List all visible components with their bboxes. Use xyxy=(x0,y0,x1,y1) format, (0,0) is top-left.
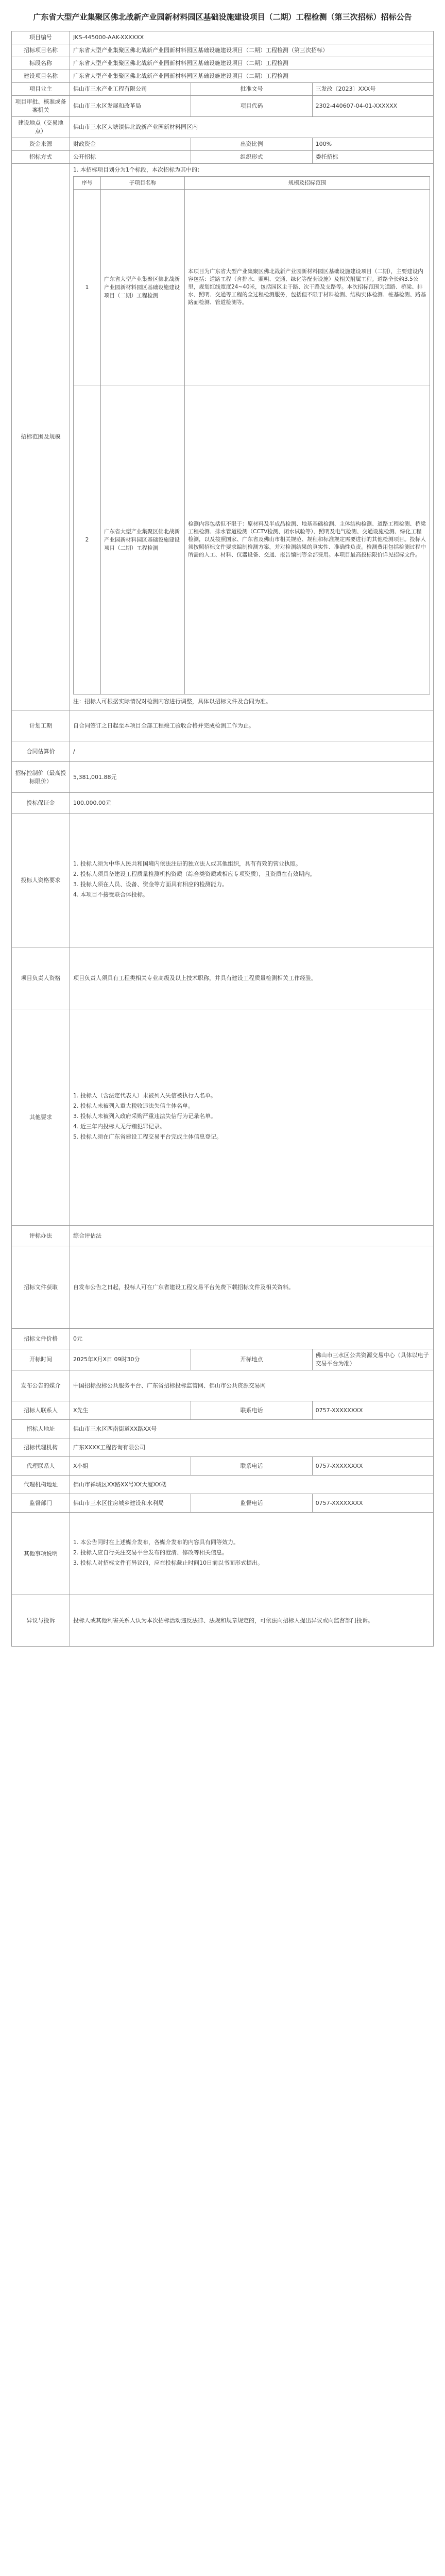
value-complaint: 投标人或其他利害关系人认为本次招标活动违反法律、法规和规章规定的，可依法向招标人提出异议或向监督部门投诉。 xyxy=(70,1595,434,1647)
value-open-place: 佛山市三水区公共资源交易中心（具体以电子交易平台为准） xyxy=(312,1349,433,1370)
label-project-name: 招标项目名称 xyxy=(12,44,70,57)
label-other: 其他要求 xyxy=(12,1009,70,1226)
label-section-name: 标段名称 xyxy=(12,57,70,70)
scope-note: 注：招标人可根据实际情况对检测内容进行调整，具体以招标文件及合同为准。 xyxy=(73,698,271,705)
value-tender-phone: 0757-XXXXXXXX xyxy=(312,1401,433,1420)
notes-item: 3. 投标人对招标文件有异议的，应在投标截止时间10日前以书面形式提出。 xyxy=(73,1559,263,1566)
table-row xyxy=(74,385,430,694)
value-doc-price: 0元 xyxy=(70,1329,434,1349)
scope-cell xyxy=(70,164,434,710)
label-limit: 招标控制价（最高投标限价） xyxy=(12,762,70,793)
value-location: 佛山市三水区大塘镇佛北战新产业园新材料园区内 xyxy=(70,117,434,138)
value-project-name: 广东省大型产业集聚区佛北战新产业园新材料园区基础设施建设项目（二期）工程检测（第三次招标） xyxy=(70,44,434,57)
value-tender-addr: 佛山市三水区西南街道XX路XX号 xyxy=(70,1420,434,1438)
qual-item: 3. 投标人须在人员、设备、资金等方面具有相应的检测能力。 xyxy=(73,880,228,888)
label-media: 发布公告的媒介 xyxy=(12,1370,70,1401)
label-tender-addr: 招标人地址 xyxy=(12,1420,70,1438)
label-agency: 项目审批、核准或备案机关 xyxy=(12,96,70,117)
label-doc-get: 招标文件获取 xyxy=(12,1246,70,1329)
label-fund: 资金来源 xyxy=(12,138,70,151)
scope-row-name: 广东省大型产业集聚区佛北战新产业园新材料园区基础设施建设项目（二期）工程检测 xyxy=(101,190,185,385)
label-construction-name: 建设项目名称 xyxy=(12,70,70,83)
value-media: 中国招标投标公共服务平台、广东省招标投标监管网、佛山市公共资源交易网 xyxy=(70,1370,434,1401)
scope-row-name: 广东省大型产业集聚区佛北战新产业园新材料园区基础设施建设项目（二期）工程检测 xyxy=(101,385,185,694)
value-doc: 三发改〔2023〕XXX号 xyxy=(312,83,433,96)
label-complaint: 异议与投诉 xyxy=(12,1595,70,1647)
value-tender-contact: X先生 xyxy=(70,1401,191,1420)
value-super-phone: 0757-XXXXXXXX xyxy=(312,1494,433,1513)
label-contract: 合同估算价 xyxy=(12,741,70,762)
label-org-type: 组织形式 xyxy=(191,151,312,164)
value-bid-type: 公开招标 xyxy=(70,151,191,164)
value-agent-phone: 0757-XXXXXXXX xyxy=(312,1457,433,1476)
label-super: 监督部门 xyxy=(12,1494,70,1513)
value-agent-contact: X小姐 xyxy=(70,1457,191,1476)
label-location: 建设地点（交易地点） xyxy=(12,117,70,138)
other-item: 5. 投标人须在广东省建设工程交易平台完成主体信息登记。 xyxy=(73,1133,222,1140)
label-deposit: 投标保证金 xyxy=(12,793,70,814)
scope-intro: 1. 本招标项目划分为1个标段，本次招标为其中的： xyxy=(73,166,203,173)
page-title: 广东省大型产业集聚区佛北战新产业园新材料园区基础设施建设项目（二期）工程检测（第三次招标）招标公告 xyxy=(33,12,412,22)
value-notes xyxy=(70,1513,434,1595)
qual-item: 1. 投标人须为中华人民共和国境内依法注册的独立法人或其他组织，具有有效的营业执照。 xyxy=(73,860,301,867)
scope-row-desc: 检测内容包括但不限于：原材料及半成品检测、地基基础检测、主体结构检测、道路工程检测、桥梁工程检测、排水管道检测（CCTV检测、闭水试验等）、照明及电气检测、交通设施检测、绿化工程检测，以及按照国家、广东省及佛山市相关规范、规程和标准规定需要进行的其他检测项目。投标人须按照招标文件要求编制检测方案，并对检测结果的真实性、准确性负责。检测费用包括检测过程中所需的人工、材料、仪器设备、交通、报告编制等全部费用。本项目最高投标限价详见招标文件。 xyxy=(185,385,430,694)
label-project-code: 项目编号 xyxy=(12,31,70,44)
qual-item: 4. 本项目不接受联合体投标。 xyxy=(73,891,148,898)
value-fund-ratio: 100% xyxy=(312,138,433,151)
scope-row-desc: 本项目为广东省大型产业集聚区佛北战新产业园新材料园区基础设施建设项目（二期），主要建设内容包括：道路工程（含排水、照明、交通、绿化等配套设施）及相关附属工程。道路全长约3.5公里，规划红线宽度24~40米，包括园区主干路、次干路及支路等。本次招标范围为道路、桥梁、排水、照明、交通等工程的全过程检测服务，包括但不限于材料检测、结构实体检测、桩基检测、路基路面检测、管道检测等。 xyxy=(185,190,430,385)
label-agent-phone: 联系电话 xyxy=(191,1457,312,1476)
value-org-type: 委托招标 xyxy=(312,151,433,164)
label-eval: 评标办法 xyxy=(12,1226,70,1246)
label-agent: 招标代理机构 xyxy=(12,1438,70,1457)
announcement-table xyxy=(11,31,434,1647)
other-item: 1. 投标人（含法定代表人）未被列入失信被执行人名单。 xyxy=(73,1092,216,1099)
value-doc-get: 自发布公告之日起，投标人可在广东省建设工程交易平台免费下载招标文件及相关资料。 xyxy=(70,1246,434,1329)
scope-row-no: 1 xyxy=(74,190,101,385)
label-manager: 项目负责人资格 xyxy=(12,947,70,1009)
label-agent-contact: 代理联系人 xyxy=(12,1457,70,1476)
label-agent-addr: 代理机构地址 xyxy=(12,1476,70,1494)
value-contract: / xyxy=(70,741,434,762)
scope-header-name: 子项目名称 xyxy=(101,177,185,190)
label-fund-ratio: 出资比例 xyxy=(191,138,312,151)
label-qual: 投标人资格要求 xyxy=(12,814,70,947)
label-doc: 批准文号 xyxy=(191,83,312,96)
label-scope: 招标范围及规模 xyxy=(12,164,70,710)
scope-header-no: 序号 xyxy=(74,177,101,190)
value-project-code: JKS-445000-AAK-XXXXXX xyxy=(70,31,434,44)
notes-item: 2. 投标人应自行关注交易平台发布的澄清、修改等相关信息。 xyxy=(73,1549,228,1556)
value-owner: 佛山市三水产业工程有限公司 xyxy=(70,83,191,96)
scope-row-no: 2 xyxy=(74,385,101,694)
label-owner: 项目业主 xyxy=(12,83,70,96)
label-super-phone: 监督电话 xyxy=(191,1494,312,1513)
label-open: 开标时间 xyxy=(12,1349,70,1370)
value-agent: 广东XXXX工程咨询有限公司 xyxy=(70,1438,434,1457)
value-code2: 2302-440607-04-01-XXXXXX xyxy=(312,96,433,117)
notes-item: 1. 本公告同时在上述媒介发布，各媒介发布的内容具有同等效力。 xyxy=(73,1538,239,1546)
value-agent-addr: 佛山市禅城区XX路XX号XX大厦XX楼 xyxy=(70,1476,434,1494)
value-qual xyxy=(70,814,434,947)
value-deadline: 自合同签订之日起至本项目全部工程竣工验收合格并完成检测工作为止。 xyxy=(70,710,434,741)
value-deposit: 100,000.00元 xyxy=(70,793,434,814)
value-super: 佛山市三水区住房城乡建设和水利局 xyxy=(70,1494,191,1513)
value-agency: 佛山市三水区发展和改革局 xyxy=(70,96,191,117)
label-tender-contact: 招标人联系人 xyxy=(12,1401,70,1420)
qual-item: 2. 投标人须具备建设工程质量检测机构资质（综合类资质或相应专项资质），且资质在有效期内。 xyxy=(73,870,316,877)
label-open-place: 开标地点 xyxy=(191,1349,312,1370)
value-limit: 5,381,001.88元 xyxy=(70,762,434,793)
label-deadline: 计划工期 xyxy=(12,710,70,741)
other-item: 3. 投标人未被列入政府采购严重违法失信行为记录名单。 xyxy=(73,1112,216,1120)
label-bid-type: 招标方式 xyxy=(12,151,70,164)
value-construction-name: 广东省大型产业集聚区佛北战新产业园新材料园区基础设施建设项目（二期）工程检测 xyxy=(70,70,434,83)
label-notes: 其他事项说明 xyxy=(12,1513,70,1595)
other-item: 4. 近三年内投标人无行贿犯罪记录。 xyxy=(73,1123,165,1130)
scope-header-desc: 规模及招标范围 xyxy=(185,177,430,190)
scope-table xyxy=(73,176,430,694)
other-item: 2. 投标人未被列入重大税收违法失信主体名单。 xyxy=(73,1102,194,1109)
value-other xyxy=(70,1009,434,1226)
label-code2: 项目代码 xyxy=(191,96,312,117)
label-doc-price: 招标文件价格 xyxy=(12,1329,70,1349)
value-fund: 财政资金 xyxy=(70,138,191,151)
value-section-name: 广东省大型产业集聚区佛北战新产业园新材料园区基础设施建设项目（二期）工程检测 xyxy=(70,57,434,70)
table-row xyxy=(74,190,430,385)
label-tender-phone: 联系电话 xyxy=(191,1401,312,1420)
value-open: 2025年X月X日 09时30分 xyxy=(70,1349,191,1370)
value-manager: 项目负责人须具有工程类相关专业高级及以上技术职称，并具有建设工程质量检测相关工作经验。 xyxy=(70,947,434,1009)
value-eval: 综合评估法 xyxy=(70,1226,434,1246)
